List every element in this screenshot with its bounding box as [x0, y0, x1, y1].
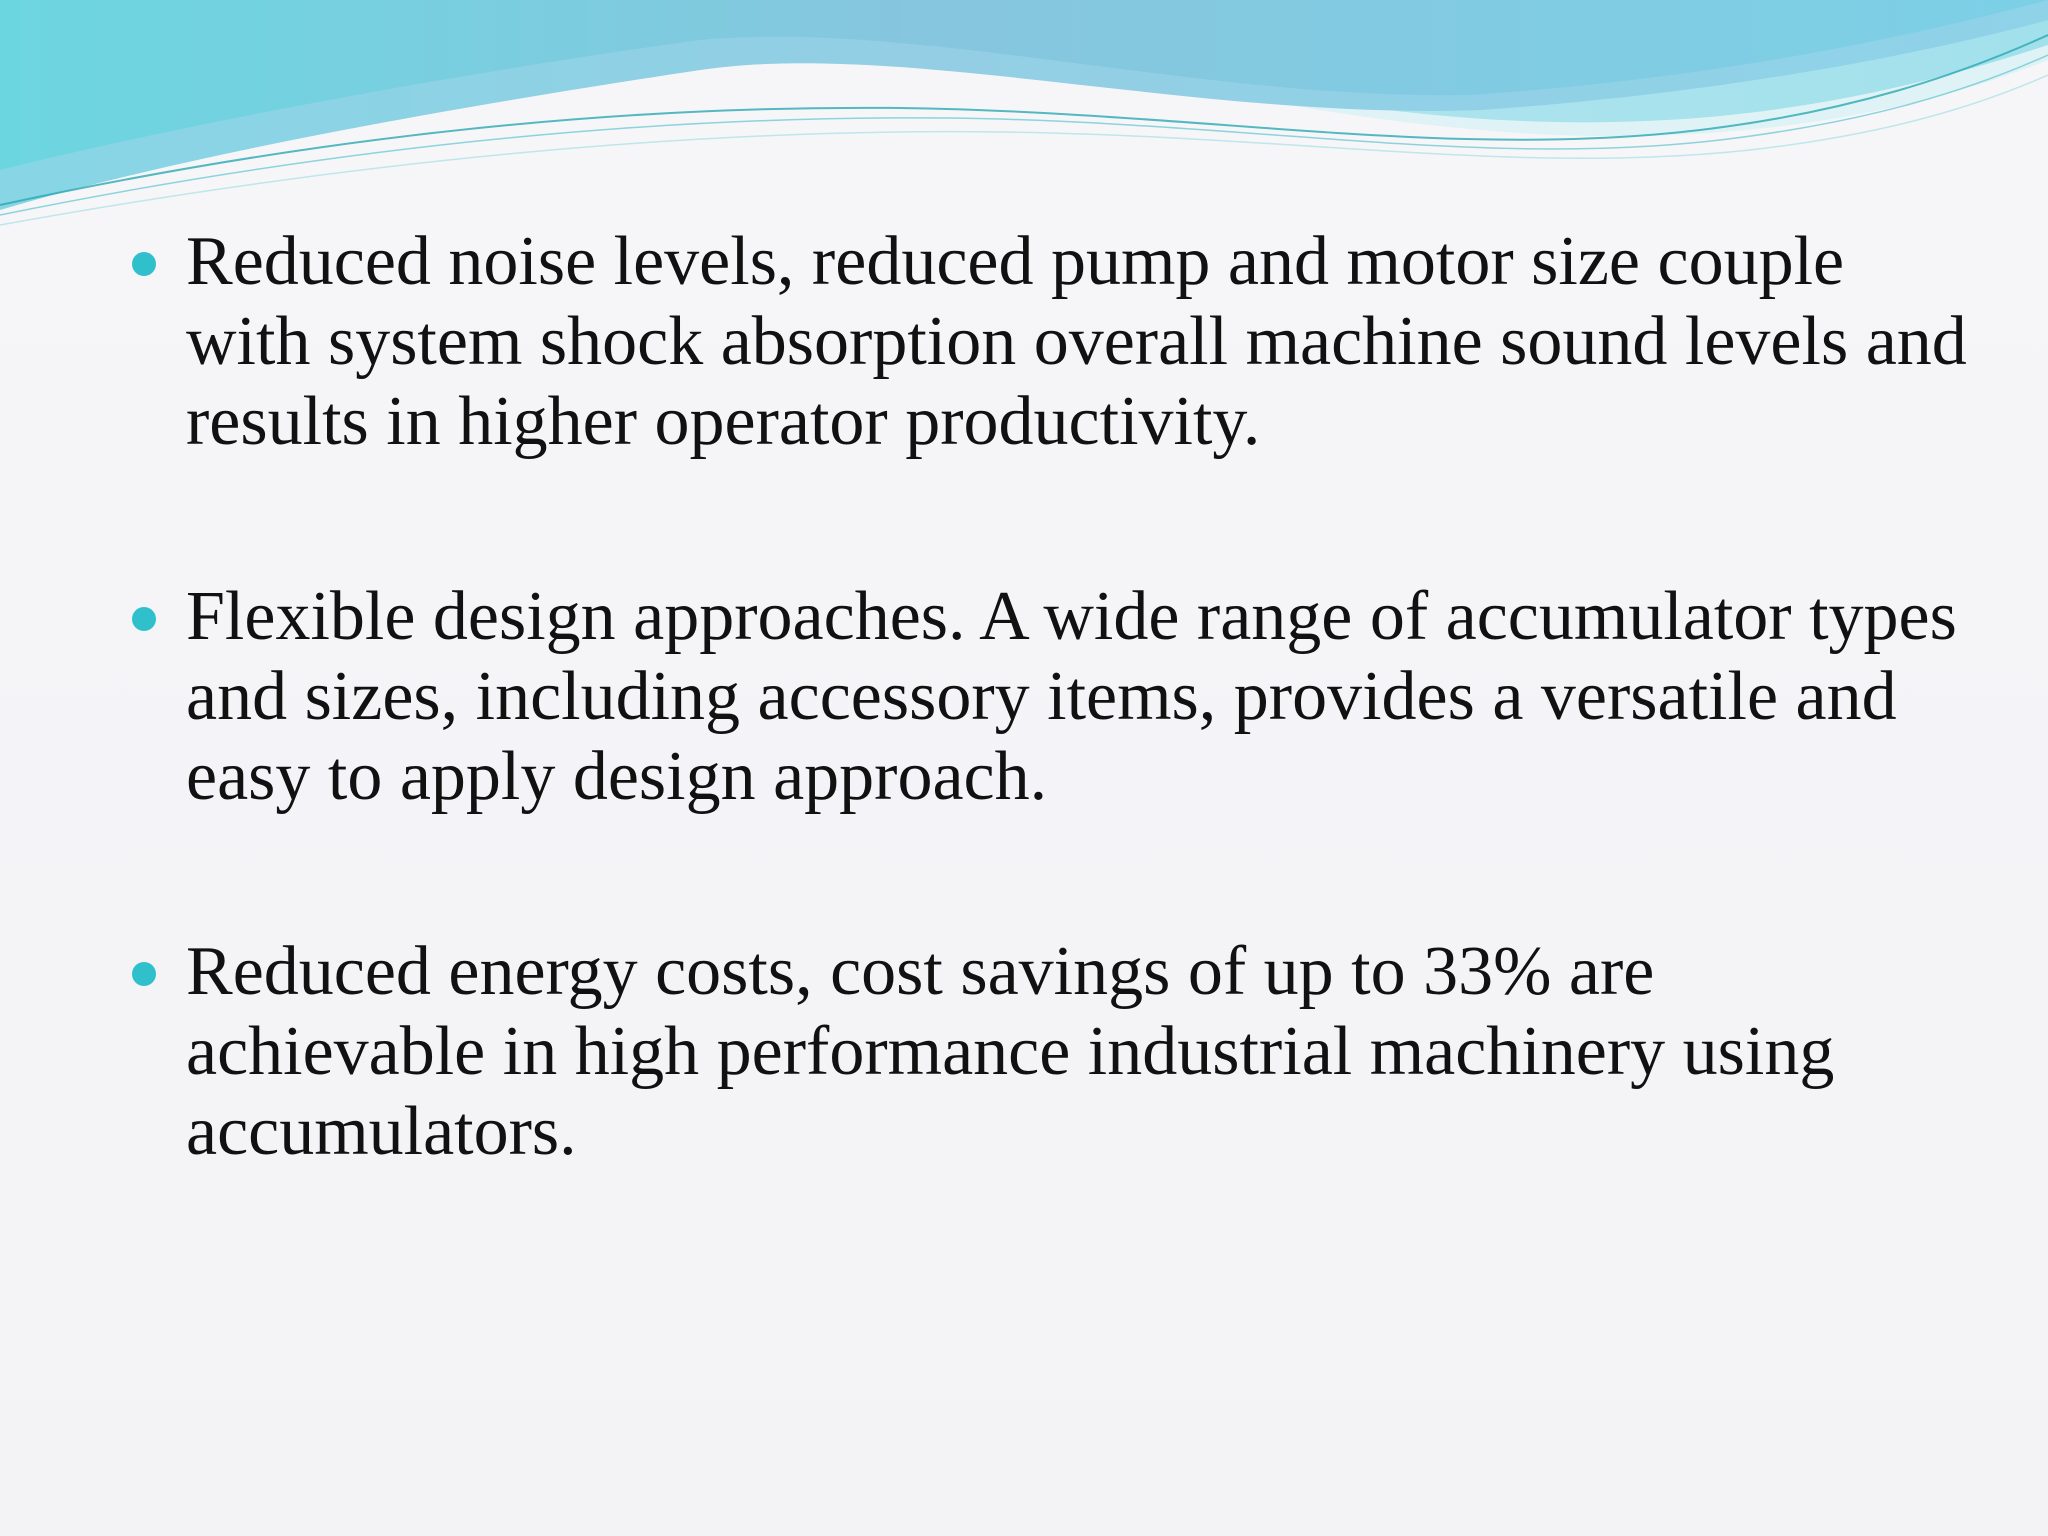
header-wave-decoration	[0, 0, 2048, 240]
bullet-dot-icon	[132, 962, 156, 986]
bullet-text: Reduced noise levels, reduced pump and motor size couple with system shock absorption overall machine sound levels and results in higher operator productivity.	[186, 223, 1967, 460]
bullet-text: Flexible design approaches. A wide range of accumulator types and sizes, including accessory items, provides a versatile and easy to apply design approach.	[186, 578, 1957, 815]
bullet-item-design	[128, 577, 1968, 817]
bullet-dot-icon	[132, 607, 156, 631]
bullet-list	[128, 222, 1968, 1287]
bullet-text: Reduced energy costs, cost savings of up to 33% are achievable in high performance industrial machinery using accumulators.	[186, 933, 1835, 1170]
bullet-dot-icon	[132, 252, 156, 276]
bullet-item-noise	[128, 222, 1968, 462]
bullet-item-energy	[128, 932, 1968, 1172]
